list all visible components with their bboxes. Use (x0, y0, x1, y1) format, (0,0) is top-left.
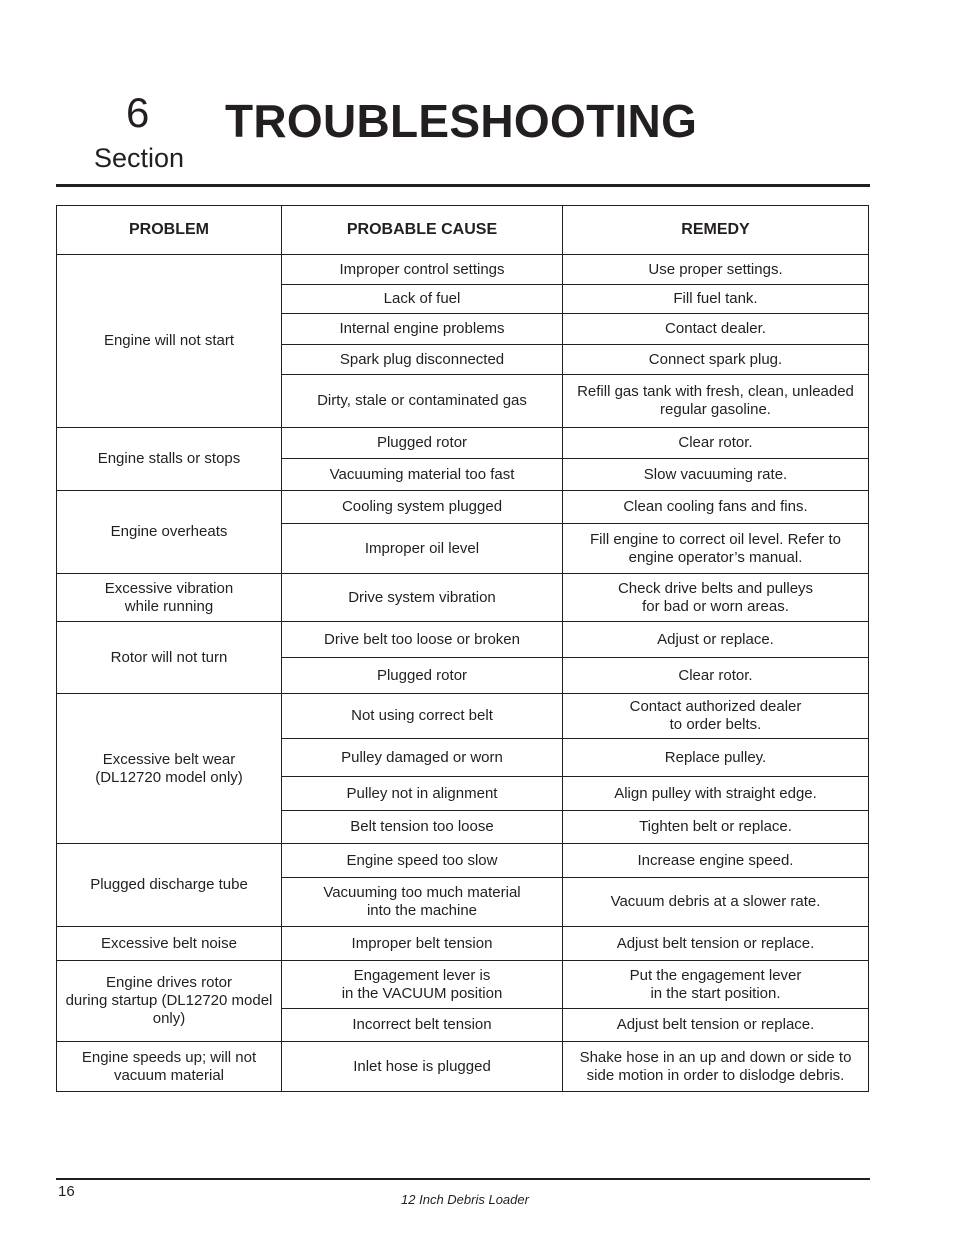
remedy-cell (563, 658, 869, 694)
problem-text: Excessive vibration (104, 579, 234, 597)
cause-cell (282, 1042, 563, 1092)
remedy-cell (563, 1042, 869, 1092)
problem-cell (57, 255, 282, 428)
page-number: 16 (58, 1183, 75, 1200)
remedy-text: Contact authorized dealer (629, 698, 802, 715)
cause-text: Engagement lever is (353, 966, 491, 984)
cause-cell (282, 622, 563, 658)
table-body (57, 255, 869, 1092)
cause-cell (282, 1009, 563, 1042)
remedy-cell (563, 811, 869, 844)
remedy-cell (563, 844, 869, 878)
remedy-text: Refill gas tank with fresh, clean, unleaded (577, 383, 854, 400)
cause-text: Improper belt tension (351, 934, 493, 952)
remedy-cell (563, 459, 869, 491)
table-row (57, 844, 869, 878)
remedy-cell (563, 739, 869, 777)
remedy-cell (563, 375, 869, 428)
problem-text: Engine will not start (103, 332, 235, 349)
cause-text: Pulley damaged or worn (341, 748, 503, 766)
problem-text: only) (152, 1010, 186, 1027)
remedy-cell (563, 694, 869, 739)
problem-cell (57, 927, 282, 961)
problem-text: Engine drives rotor (106, 974, 232, 991)
remedy-text: Fill fuel tank. (673, 290, 758, 307)
problem-text: Engine overheats (110, 523, 228, 540)
table-row (57, 622, 869, 658)
remedy-cell (563, 314, 869, 345)
table-row (57, 255, 869, 285)
problem-text: Excessive belt wear (102, 750, 236, 768)
table-row (57, 694, 869, 739)
cause-cell (282, 694, 563, 739)
table-row (57, 1042, 869, 1092)
remedy-text: Fill engine to correct oil level. Refer to (590, 530, 841, 548)
remedy-text: engine operator’s manual. (628, 548, 803, 566)
remedy-text: for bad or worn areas. (642, 597, 789, 615)
cause-cell (282, 459, 563, 491)
cause-text: Plugged rotor (376, 666, 468, 684)
remedy-text: Clean cooling fans and fins. (623, 498, 808, 515)
remedy-text: Adjust or replace. (657, 630, 774, 648)
remedy-text: to order belts. (669, 716, 762, 733)
cause-cell (282, 777, 563, 811)
remedy-text: Use proper settings. (648, 260, 783, 278)
remedy-text: Put the engagement lever (629, 966, 802, 984)
cause-cell (282, 739, 563, 777)
remedy-cell (563, 777, 869, 811)
remedy-text: Replace pulley. (664, 748, 767, 766)
footer-rule (56, 1178, 870, 1180)
cause-cell (282, 491, 563, 524)
cause-cell (282, 878, 563, 927)
problem-text: while running (124, 597, 214, 615)
problem-cell (57, 574, 282, 622)
page-title: TROUBLESHOOTING (225, 95, 698, 147)
cause-cell (282, 345, 563, 375)
remedy-text: Adjust belt tension or replace. (616, 1016, 815, 1033)
remedy-cell (563, 524, 869, 574)
cause-text: Drive system vibration (348, 588, 496, 606)
cause-cell (282, 255, 563, 285)
cause-text: Plugged rotor (376, 434, 468, 451)
problem-text: during startup (DL12720 model (65, 992, 273, 1009)
cause-cell (282, 811, 563, 844)
remedy-text: Adjust belt tension or replace. (616, 934, 815, 952)
cause-cell (282, 927, 563, 961)
cause-cell (282, 844, 563, 878)
cause-cell (282, 285, 563, 314)
remedy-text: regular gasoline. (660, 401, 771, 418)
cause-text: Cooling system plugged (341, 498, 503, 515)
remedy-cell (563, 345, 869, 375)
section-label: Section (94, 143, 185, 173)
cause-cell (282, 574, 563, 622)
title-rule (56, 184, 870, 187)
cause-text: into the machine (366, 902, 478, 919)
remedy-text: Connect spark plug. (648, 350, 783, 368)
remedy-text: Increase engine speed. (637, 851, 794, 869)
problem-text: Plugged discharge tube (90, 876, 248, 893)
cause-cell (282, 428, 563, 459)
cause-cell (282, 961, 563, 1009)
remedy-cell (563, 961, 869, 1009)
remedy-text: Slow vacuuming rate. (643, 465, 788, 483)
problem-text: Excessive belt noise (101, 934, 237, 952)
cause-text: Inlet hose is plugged (353, 1057, 491, 1075)
problem-cell (57, 622, 282, 694)
problem-cell (57, 491, 282, 574)
problem-cell (57, 428, 282, 491)
remedy-text: in the start position. (650, 984, 781, 1002)
cause-cell (282, 314, 563, 345)
remedy-text: Check drive belts and pulleys (617, 579, 814, 597)
cause-text: Belt tension too loose (350, 818, 494, 835)
remedy-text: Clear rotor. (678, 666, 753, 684)
table-header-row (57, 206, 869, 255)
problem-text: Engine speeds up; will not (81, 1048, 257, 1066)
remedy-text: Shake hose in an up and down or side to (579, 1048, 852, 1066)
table-row (57, 428, 869, 459)
cause-text: Spark plug disconnected (339, 350, 505, 368)
cause-text: Pulley not in alignment (346, 784, 498, 802)
table-row (57, 491, 869, 524)
document-title: 12 Inch Debris Loader (401, 1192, 529, 1207)
problem-text: vacuum material (113, 1066, 225, 1084)
cause-text: Not using correct belt (351, 707, 493, 724)
remedy-cell (563, 428, 869, 459)
header-probable-cause: PROBABLE CAUSE (282, 206, 563, 255)
table-row (57, 574, 869, 622)
remedy-cell (563, 927, 869, 961)
cause-text: Dirty, stale or contaminated gas (317, 392, 527, 409)
header-problem: PROBLEM (57, 206, 282, 255)
remedy-cell (563, 1009, 869, 1042)
cause-text: in the VACUUM position (341, 984, 503, 1002)
cause-cell (282, 375, 563, 428)
cause-text: Lack of fuel (383, 290, 461, 307)
troubleshooting-table (56, 205, 869, 1092)
problem-text: Engine stalls or stops (97, 450, 241, 467)
problem-cell (57, 694, 282, 844)
problem-cell (57, 844, 282, 927)
remedy-text: Clear rotor. (678, 434, 753, 451)
cause-text: Engine speed too slow (346, 851, 498, 869)
cause-text: Internal engine problems (339, 320, 505, 337)
problem-cell (57, 961, 282, 1042)
table-row (57, 927, 869, 961)
cause-text: Improper control settings (339, 260, 505, 278)
header-remedy: REMEDY (563, 206, 869, 255)
problem-text: Rotor will not turn (110, 648, 228, 666)
remedy-cell (563, 255, 869, 285)
cause-text: Vacuuming too much material (323, 884, 521, 901)
remedy-cell (563, 574, 869, 622)
cause-cell (282, 524, 563, 574)
remedy-text: Align pulley with straight edge. (614, 784, 817, 802)
remedy-cell (563, 491, 869, 524)
cause-text: Improper oil level (364, 539, 480, 557)
cause-text: Incorrect belt tension (352, 1016, 492, 1033)
cause-cell (282, 658, 563, 694)
remedy-cell (563, 285, 869, 314)
remedy-text: Vacuum debris at a slower rate. (610, 893, 821, 910)
remedy-cell (563, 622, 869, 658)
cause-text: Drive belt too loose or broken (324, 630, 520, 648)
remedy-text: Contact dealer. (665, 320, 766, 337)
remedy-cell (563, 878, 869, 927)
section-number: 6 (126, 89, 150, 136)
problem-text: (DL12720 model only) (95, 768, 243, 786)
problem-cell (57, 1042, 282, 1092)
table-row (57, 961, 869, 1009)
cause-text: Vacuuming material too fast (329, 465, 515, 483)
remedy-text: Tighten belt or replace. (639, 818, 792, 835)
remedy-text: side motion in order to dislodge debris. (586, 1066, 845, 1084)
